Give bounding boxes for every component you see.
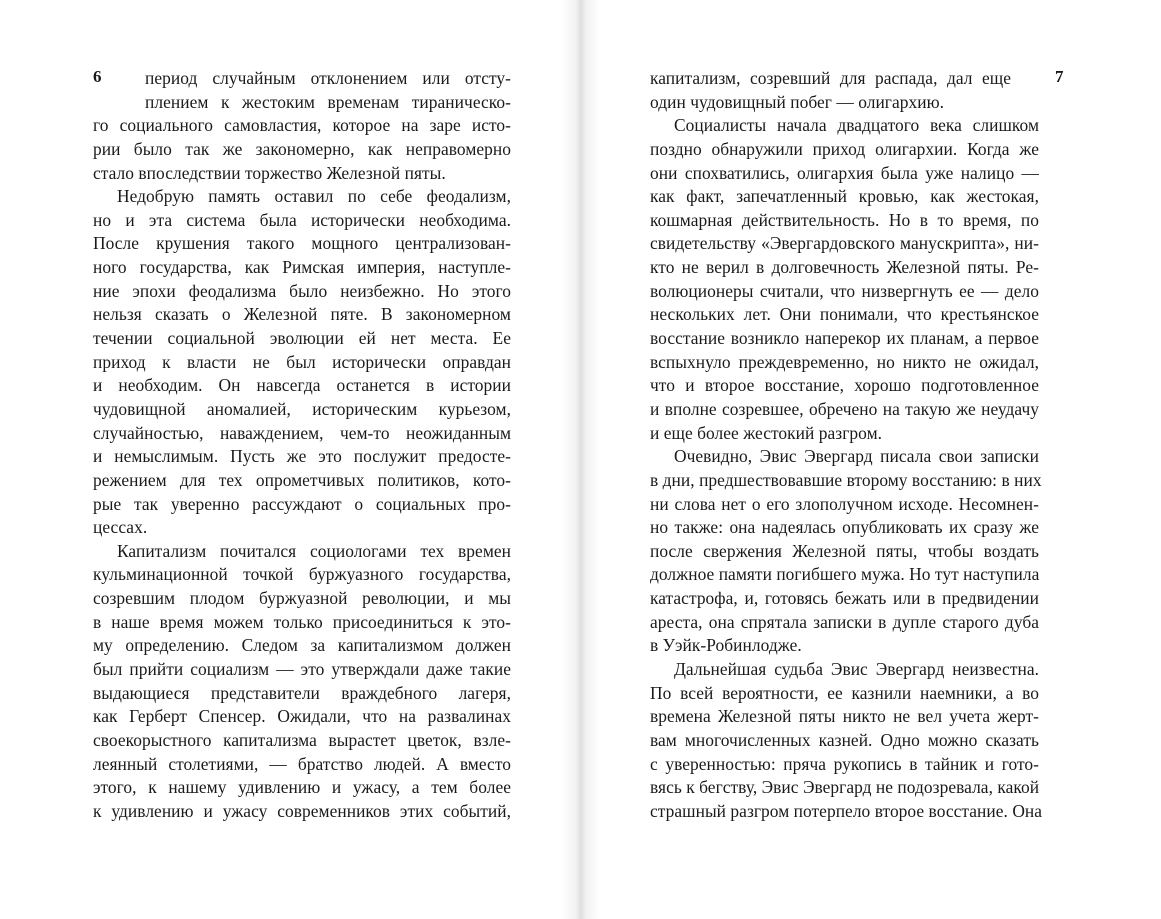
text-line: выдающиеся представители враждебного лагеря, <box>93 682 511 703</box>
text-line: и вполне созревшее, обречено на такую же неудачу <box>650 398 1039 419</box>
text-line: рые так уверенно рассуждают о социальных про- <box>93 493 511 514</box>
book-gutter-shadow <box>560 0 600 919</box>
text-line: течении социальной эволюции ей нет места. Ее <box>93 328 511 349</box>
text-line: кульминационной точкой буржуазного государства, <box>93 564 511 585</box>
text-line: они спохватились, олигархия была уже налицо — <box>650 162 1039 183</box>
text-line: По всей вероятности, ее казнили наемники, а во <box>650 682 1039 703</box>
text-line: вспыхнуло преждевременно, но никто не ожидал, <box>650 351 1039 372</box>
text-line: Недобрую память оставил по себе феодализм, <box>117 186 511 207</box>
text-line: приход к власти не был исторически оправдан <box>93 351 511 372</box>
text-line: в наше время можем только присоединиться к это- <box>93 611 511 632</box>
text-line: капитализм, созревший для распада, дал еще <box>650 68 1011 88</box>
text-line: этого, к нашему удивлению и ужасу, а тем более <box>93 777 511 798</box>
right-page-text <box>650 67 1043 824</box>
text-line: кто не верил в долговечность Железной пяты. Ре- <box>650 257 1039 278</box>
text-line: поздно обнаружили приход олигархии. Когда же <box>650 138 1039 159</box>
text-line: что и второе восстание, хорошо подготовленное <box>650 375 1039 396</box>
text-line: восстание возникло наперекор их планам, а первое <box>650 328 1039 349</box>
text-line: к удивлению и ужасу современников этих событий, <box>93 800 511 821</box>
text-line: волюционеры считали, что низвергнуть ее — дело <box>650 280 1039 301</box>
text-line: Очевидно, Эвис Эвергард писала свои записки <box>674 446 1039 467</box>
text-line: но также: она надеялась опубликовать их сразу же <box>650 517 1039 538</box>
text-line: кошмарная действительность. Но в то время, по <box>650 209 1039 230</box>
text-line: с уверенностью: пряча рукопись в тайник и гото- <box>650 753 1039 774</box>
text-line: своекорыстного капитализма вырастет цветок, взле- <box>93 729 511 750</box>
text-line: в дни, предшествовавшие второму восстанию: в них <box>650 469 1042 490</box>
text-line: период случайным отклонением или отсту- <box>145 68 511 88</box>
text-line: чудовищной аномалией, историческим курьезом, <box>93 398 511 419</box>
text-line: нельзя сказать о Железной пяте. В закономерном <box>93 304 511 325</box>
text-line: После крушения такого мощного централизован- <box>93 233 511 254</box>
text-line: ни слова нет о его злополучном исходе. Несомнен- <box>650 493 1039 514</box>
text-line: но и эта система была исторически необходима. <box>93 209 511 230</box>
text-line: го социального самовластия, которое на заре исто- <box>93 115 511 136</box>
text-line: Дальнейшая судьба Эвис Эвергард неизвестна. <box>674 659 1039 680</box>
text-line: страшный разгром потерпело второе восстание. Она <box>650 800 1043 821</box>
text-line: в Уэйк-Робинлодже. <box>650 635 802 656</box>
text-line: случайностью, наваждением, чем-то неожиданным <box>93 422 511 443</box>
text-line: после свержения Железной пяты, чтобы воздать <box>650 540 1039 561</box>
text-line: катастрофа, и, готовясь бежать или в предвидении <box>650 588 1039 609</box>
text-line: ного государства, как Римская империя, наступле- <box>93 257 511 278</box>
page-number-left: 6 <box>93 67 102 86</box>
text-line: один чудовищный побег — олигархию. <box>650 91 945 112</box>
text-line: Капитализм почитался социологами тех времен <box>117 540 511 561</box>
text-line: нескольких лет. Они понимали, что крестьянское <box>650 304 1039 325</box>
left-page-text <box>93 67 511 824</box>
page-number-right: 7 <box>1055 67 1064 86</box>
text-line: стало впоследствии торжество Железной пяты. <box>93 162 446 183</box>
text-line: созревшим плодом буржуазной революции, и мы <box>93 588 511 609</box>
text-line: леянный столетиями, — братство людей. А вместо <box>93 753 511 774</box>
text-line: му определению. Следом за капитализмом должен <box>93 635 511 656</box>
text-line: цессах. <box>93 517 148 538</box>
text-line: как Герберт Спенсер. Ожидали, что на развалинах <box>93 706 511 727</box>
text-line: вясь к бегству, Эвис Эвергард не подозревала, какой <box>650 777 1040 798</box>
text-line: Социалисты начала двадцатого века слишком <box>674 115 1039 136</box>
text-line: рии было так же закономерно, как неправомерно <box>93 138 511 159</box>
text-line: режением для тех опрометчивых политиков, кото- <box>93 469 511 490</box>
text-line: времена Железной пяты никто не вел учета жерт- <box>650 706 1039 727</box>
text-line: вам многочисленных казней. Одно можно сказать <box>650 729 1039 750</box>
text-line: свидетельству «Эвергардовского манускрипта», ни- <box>650 233 1039 254</box>
text-line: ареста, она спрятала записки в дупле старого дуба <box>650 611 1039 632</box>
text-line: и немыслимым. Пусть же это послужит предосте- <box>93 446 511 467</box>
text-line: ние эпохи феодализма было неизбежно. Но этого <box>93 280 511 301</box>
text-line: плением к жестоким временам тираническо- <box>145 91 511 112</box>
text-line: как факт, запечатленный кровью, как жестокая, <box>650 186 1039 207</box>
text-line: и необходим. Он навсегда останется в истории <box>93 375 511 396</box>
text-line: был прийти социализм — это утверждали даже такие <box>93 659 511 680</box>
text-line: и еще более жестокий разгром. <box>650 422 883 443</box>
text-line: должное памяти погибшего мужа. Но тут наступила <box>650 564 1040 585</box>
